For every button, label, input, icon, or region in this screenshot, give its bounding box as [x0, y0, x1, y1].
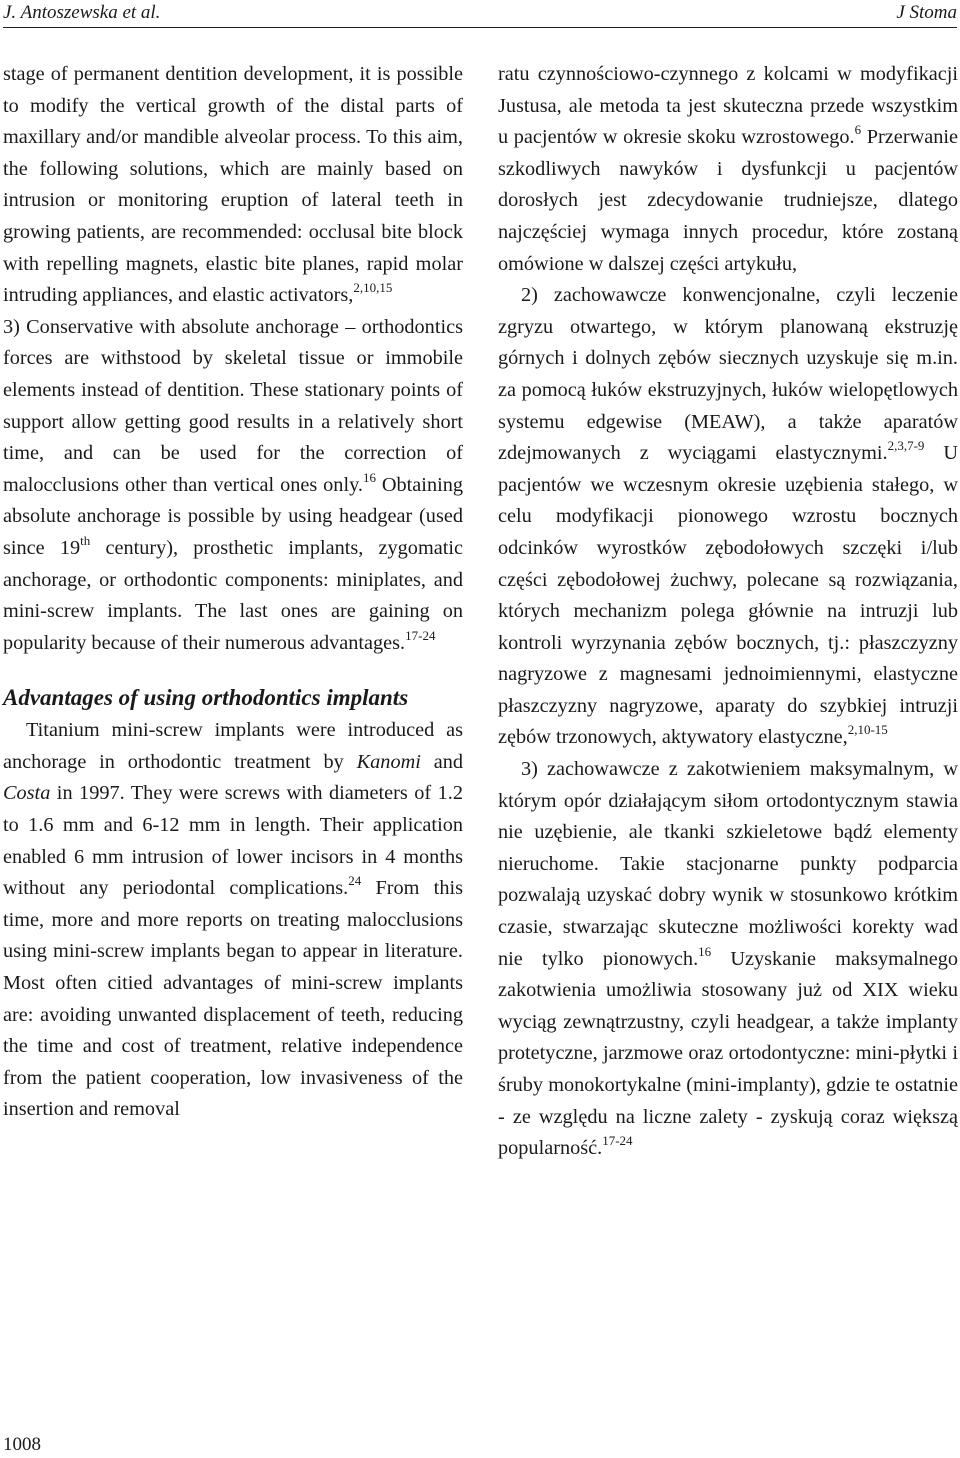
- paragraph-text: From this time, more and more reports on treating malocclusions using mini-screw implants began to appear in literature. Most often citied advantages of mini-screw implants are: avoiding unwanted displacement of teeth, reducing the time and cost of treatment, relative independence from the patient cooperation, low invasiveness of the insertion and removal: [3, 877, 463, 1121]
- paragraph-text: in 1997. They were screws with diameters of 1.2 to 1.6 mm and 6-12 mm in length. Their application enabled 6 mm intrusion of lower incisors in 4 months without any periodontal complications.: [3, 782, 463, 900]
- citation-superscript: 2,10-15: [847, 722, 888, 738]
- paragraph-text: and: [420, 750, 463, 773]
- paragraph-text: Przerwanie szkodliwych nawyków i dysfunkcji u pacjentów dorosłych jest zdecydowanie trudniejsze, dlatego najczęściej wymaga innych procedur, które zostaną omówione w dalszej części artykułu,: [498, 126, 958, 275]
- author-name-costa: Costa: [3, 782, 51, 805]
- header-divider: [3, 27, 957, 28]
- paragraph-text: century), prosthetic implants, zygomatic anchorage, or orthodontic components: miniplates, and mini-screw implants. The last ones are gaining on popularity because of their numerous advantages.: [3, 536, 463, 654]
- paragraph-text: Titanium mini-screw implants were introduced as anchorage in orthodontic treatment by: [3, 719, 463, 773]
- ordinal-superscript: th: [80, 532, 91, 548]
- section-heading: Advantages of using orthodontics implants: [3, 685, 409, 711]
- paragraph-text: stage of permanent dentition development, it is possible to modify the vertical growth of the distal parts of maxillary and/or mandible alveolar process. To this aim, the following solutions, which are mainly based on intrusion or monitoring eruption of lateral teeth in growing patients, are recommended: occlusal bite block with repelling magnets, elastic bite planes, rapid molar intruding appliances, and elastic activators,: [3, 63, 463, 307]
- paragraph-mini-screw-implants: [3, 715, 463, 1126]
- paragraph-text: ratu czynnościowo-czynnego z kolcami w modyfikacji Justusa, ale metoda ta jest skuteczna przede wszystkim u pacjentów w okresie skoku wzrostowego.: [498, 63, 958, 149]
- citation-superscript: 16: [362, 469, 376, 485]
- running-header-journal: J Stoma: [896, 2, 957, 23]
- citation-superscript: 17-24: [405, 627, 436, 643]
- right-column-polish: [498, 59, 958, 1165]
- paragraph-text: 2) zachowawcze konwencjonalne, czyli leczenie zgryzu otwartego, w którym planowaną ekstruzję górnych i dolnych zębów siecznych uzyskuje się m.in. za pomocą łuków ekstruzyjnych, łuków wielopętlowych systemu edgewise (MEAW), a także aparatów zdejmowanych z wyciągami elastycznymi.: [498, 284, 958, 465]
- citation-superscript: 16: [698, 943, 712, 959]
- paragraph-conventional-treatment: [498, 280, 958, 754]
- paragraph-text: 3) Conservative with absolute anchorage – orthodontics forces are withstood by skeletal tissue or immobile elements instead of dentition. These stationary points of support allow getting good results in a relatively short time, and can be used for the correction of malocclusions other than vertical ones only.: [3, 315, 463, 496]
- citation-superscript: 17-24: [602, 1133, 633, 1149]
- citation-superscript: 2,3,7-9: [887, 438, 925, 454]
- paragraph-vertical-growth: [3, 59, 463, 312]
- paragraph-text: 3) zachowawcze z zakotwieniem maksymalnym, w którym opór działającym siłom ortodontycznym stawia nie uzębienie, ale tkanki szkieletowe bądź elementy nieruchome. Takie stacjonarne punkty podparcia pozwalają uzyskać dobry wynik w stosunkowo krótkim czasie, stwarzając skuteczne możliwości korekty wad nie tylko pionowych.: [498, 758, 958, 970]
- paragraph-text: U pacjentów we wczesnym okresie uzębienia stałego, w celu modyfikacji pionowego wzrostu bocznych odcinków wyrostków zębodołowych szczęki i/lub części zębodołowej żuchwy, polecane są rozwiązania, których mechanizm polega głównie na intruzji lub kontroli wyrzynania zębów bocznych, tj.: płaszczyzny nagryzowe z magnesami jednoimiennymi, elastyczne płaszczyzny nagryzowe, aparaty do szybkiej intruzji zębów trzonowych, aktywatory elastyczne,: [498, 442, 959, 749]
- citation-superscript: 24: [348, 873, 362, 889]
- paragraph-justus-modification: [498, 59, 958, 280]
- left-column-english: [3, 59, 463, 1126]
- paragraph-text: Uzyskanie maksymalnego zakotwienia umożliwia stosowany już od XIX wieku wyciąg zewnątrzustny, czyli headgear, a także implanty protetyczne, jarzmowe oraz ortodontyczne: mini-płytki i śruby monokortykalne (mini-implanty), gdzie te ostatnie - ze względu na liczne zalety - zyskują coraz większą popularność.: [498, 947, 958, 1160]
- citation-superscript: 2,10,15: [353, 280, 393, 296]
- paragraph-maximal-anchorage: [498, 754, 958, 1165]
- paragraph-absolute-anchorage: [3, 312, 463, 660]
- paragraph-text: Obtaining absolute anchorage is possible by using headgear (used since 19: [3, 473, 463, 559]
- page-number: 1008: [3, 1434, 41, 1455]
- running-header-authors: J. Antoszewska et al.: [3, 2, 161, 23]
- author-name-kanomi: Kanomi: [356, 750, 421, 773]
- citation-superscript: 6: [854, 122, 862, 138]
